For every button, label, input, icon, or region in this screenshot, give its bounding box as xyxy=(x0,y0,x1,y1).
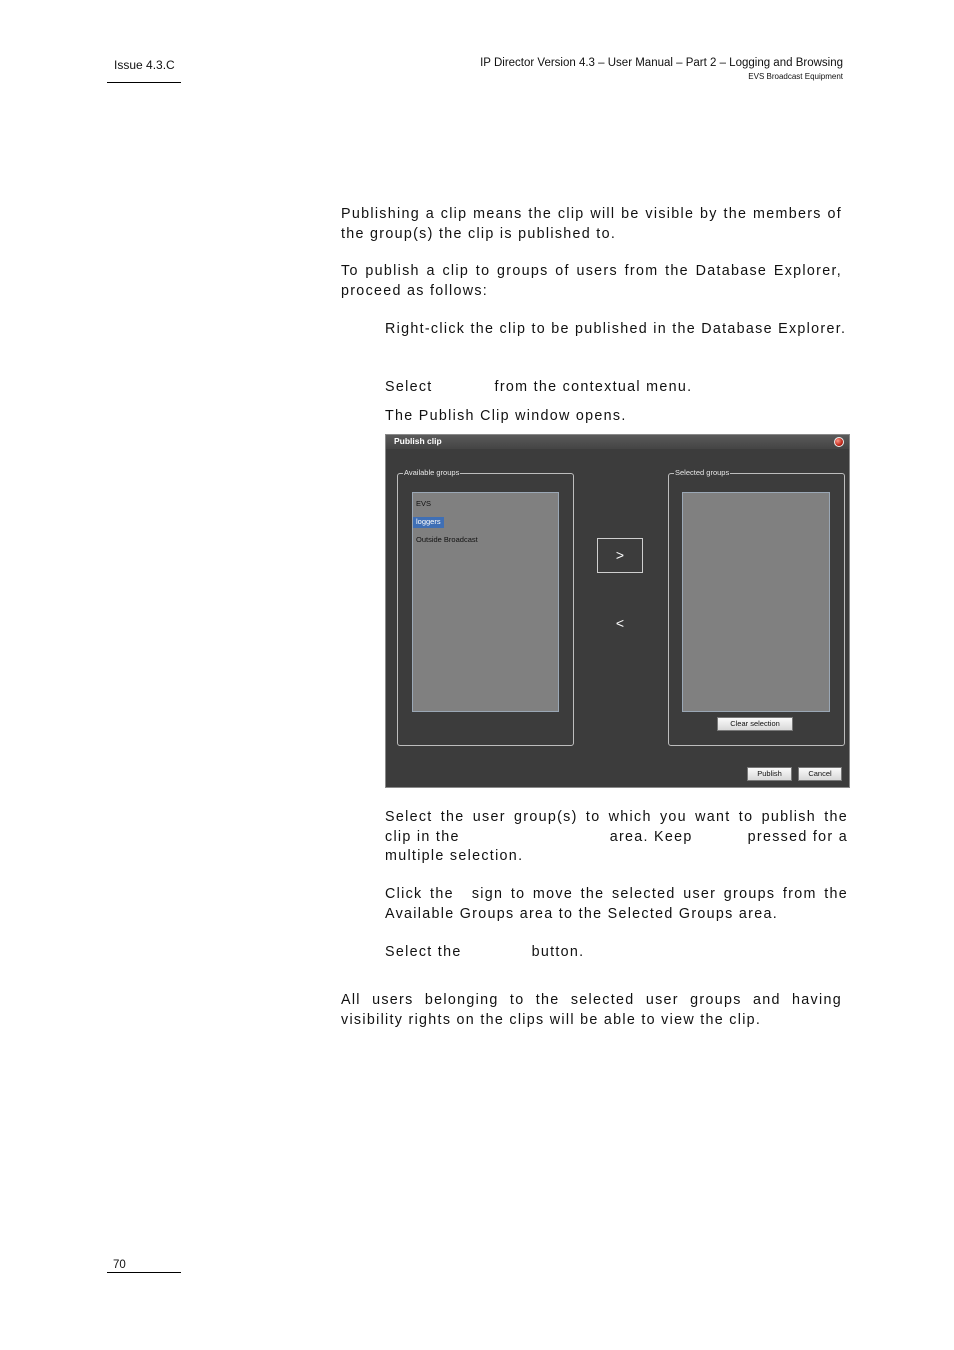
clear-selection-button[interactable]: Clear selection xyxy=(717,717,793,731)
close-icon[interactable] xyxy=(834,437,844,447)
publish-button[interactable]: Publish xyxy=(747,767,792,781)
available-groups-panel xyxy=(397,468,574,746)
dialog-title-bar xyxy=(386,435,849,449)
step-5-text-b: sign to move the selected user groups from the Available Groups area to the Selected Groups area. xyxy=(385,886,848,922)
conclusion-paragraph: All users belonging to the selected user groups and having visibility rights on the clips will be able to view the clip. xyxy=(341,992,842,1028)
dialog-title: Publish clip xyxy=(394,436,442,446)
list-item[interactable]: EVS xyxy=(416,499,432,508)
cancel-button[interactable]: Cancel xyxy=(798,767,842,781)
company-name: EVS Broadcast Equipment xyxy=(748,72,843,81)
remove-from-selected-button[interactable]: < xyxy=(615,615,625,631)
step-4 xyxy=(385,808,848,867)
step-2 xyxy=(385,378,848,398)
intro-paragraph-2: To publish a clip to groups of users from the Database Explorer, proceed as follows: xyxy=(341,263,842,299)
footer-rule xyxy=(107,1272,181,1273)
step-1: Right-click the clip to be published in the Database Explorer. xyxy=(385,321,847,337)
intro-paragraph-1: Publishing a clip means the clip will be visible by the members of the group(s) the clip is published to. xyxy=(341,206,842,242)
list-item[interactable]: Outside Broadcast xyxy=(416,535,478,544)
page-number: 70 xyxy=(113,1259,126,1271)
step-5-text-a: Click the xyxy=(385,886,454,902)
selected-groups-list[interactable] xyxy=(682,492,830,712)
step-4-text-a: Select the user group(s) to which you want to publish the clip in the xyxy=(385,809,848,845)
header-rule xyxy=(107,82,181,83)
selected-groups-label: Selected groups xyxy=(675,468,730,477)
manual-title: IP Director Version 4.3 – User Manual – Part 2 – Logging and Browsing xyxy=(480,57,843,69)
step-4-text-b: area. Keep xyxy=(609,828,693,845)
step-5 xyxy=(385,885,848,924)
step-2-text-b: from the contextual menu. xyxy=(494,379,693,395)
step-2-text-a: Select xyxy=(385,379,433,395)
step-4-text-c: pressed for a multiple selection. xyxy=(385,828,848,864)
step-3: The Publish Clip window opens. xyxy=(385,408,627,424)
step-6 xyxy=(385,943,848,963)
step-6-text-a: Select the xyxy=(385,944,462,960)
add-to-selected-button[interactable]: > xyxy=(597,538,643,573)
step-6-text-b: button. xyxy=(531,944,585,960)
available-groups-label: Available groups xyxy=(404,468,460,477)
available-groups-list[interactable] xyxy=(412,492,559,712)
issue-label: Issue 4.3.C xyxy=(114,58,175,72)
selected-groups-panel xyxy=(668,468,845,746)
publish-clip-dialog xyxy=(385,434,850,788)
list-item[interactable]: loggers xyxy=(413,511,558,529)
